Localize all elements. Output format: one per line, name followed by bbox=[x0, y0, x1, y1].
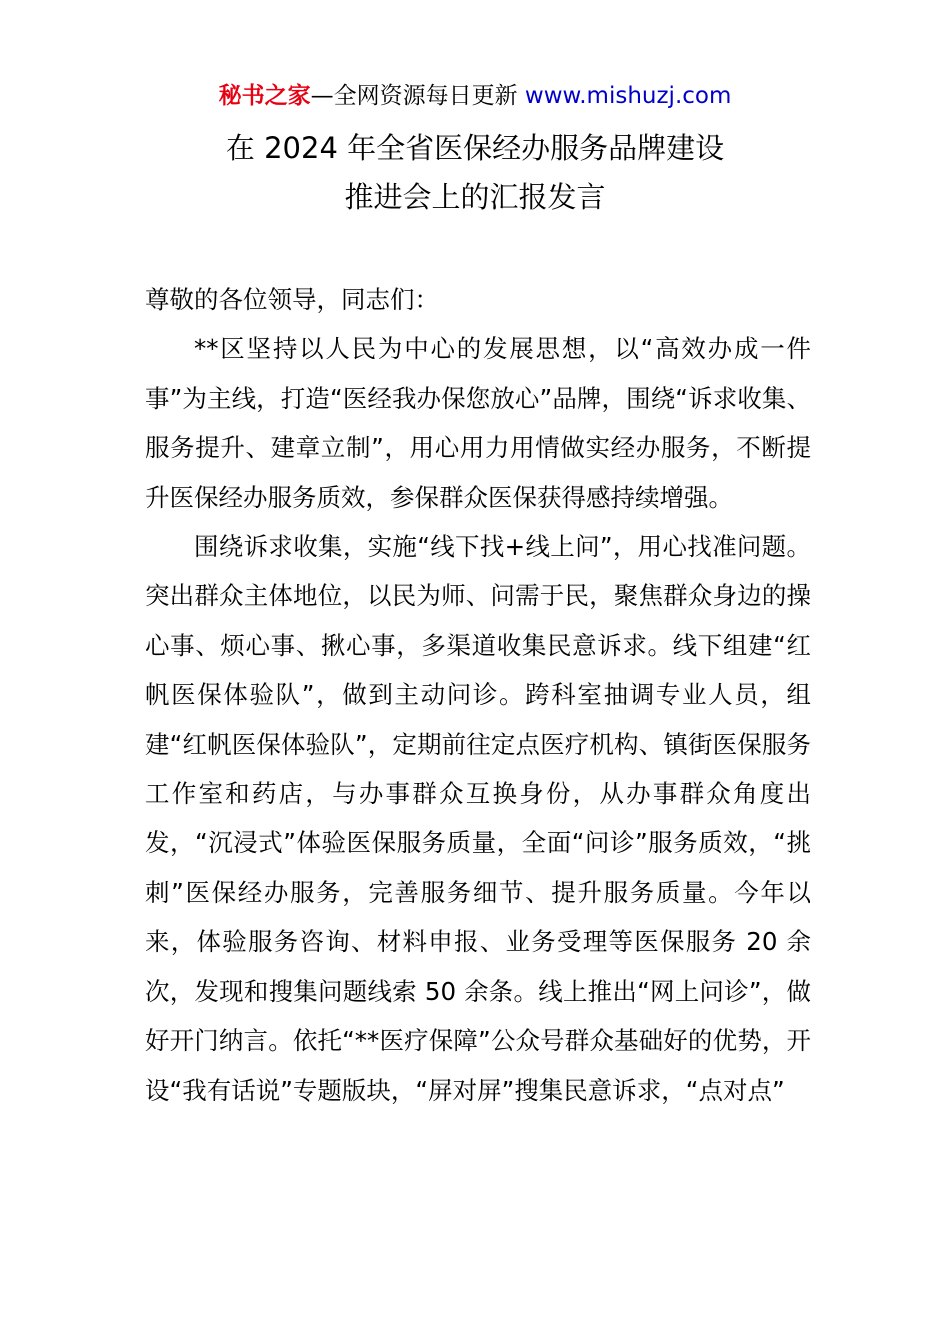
site-brand: 秘书之家 bbox=[218, 83, 311, 109]
body-paragraph: 围绕诉求收集，实施“线下找+线上问”，用心找准问题。突出群众主体地位，以民为师、问需于民，聚焦群众身边的操心事、烦心事、揪心事，多渠道收集民意诉求。线下组建“红帆医保体验队”，做到主动问诊。跨科室抽调专业人员，组建“红帆医保体验队”，定期前往定点医疗机构、镇街医保服务工作室和药店，与办事群众互换身份，从办事群众角度出发，“沉浸式”体验医保服务质量，全面“问诊”服务质效，“挑刺”医保经办服务，完善服务细节、提升服务质量。今年以来，体验服务咨询、材料申报、业务受理等医保服务 20 余次，发现和搜集问题线索 50 余条。线上推出“网上问诊”，做好开门纳言。依托“**医疗保障”公众号群众基础好的优势，开设“我有话说”专题版块，“屏对屏”搜集民意诉求，“点对点” bbox=[145, 532, 811, 1105]
document-title-line-2: 推进会上的汇报发言 bbox=[344, 180, 606, 214]
salutation: 尊敬的各位领导，同志们： bbox=[145, 285, 439, 314]
document-body bbox=[145, 275, 811, 1115]
document-title-line-1: 在 2024 年全省医保经办服务品牌建设 bbox=[225, 131, 725, 165]
site-url-link[interactable]: www.mishuzj.com bbox=[524, 83, 732, 109]
site-header bbox=[0, 80, 950, 112]
body-paragraph: **区坚持以人民为中心的发展思想，以“高效办成一件事”为主线，打造“医经我办保您放心”品牌，围绕“诉求收集、服务提升、建章立制”，用心用力用情做实经办服务，不断提升医保经办服务质效，参保群众医保获得感持续增强。 bbox=[145, 334, 811, 512]
site-tagline: —全网资源每日更新 bbox=[310, 83, 525, 109]
